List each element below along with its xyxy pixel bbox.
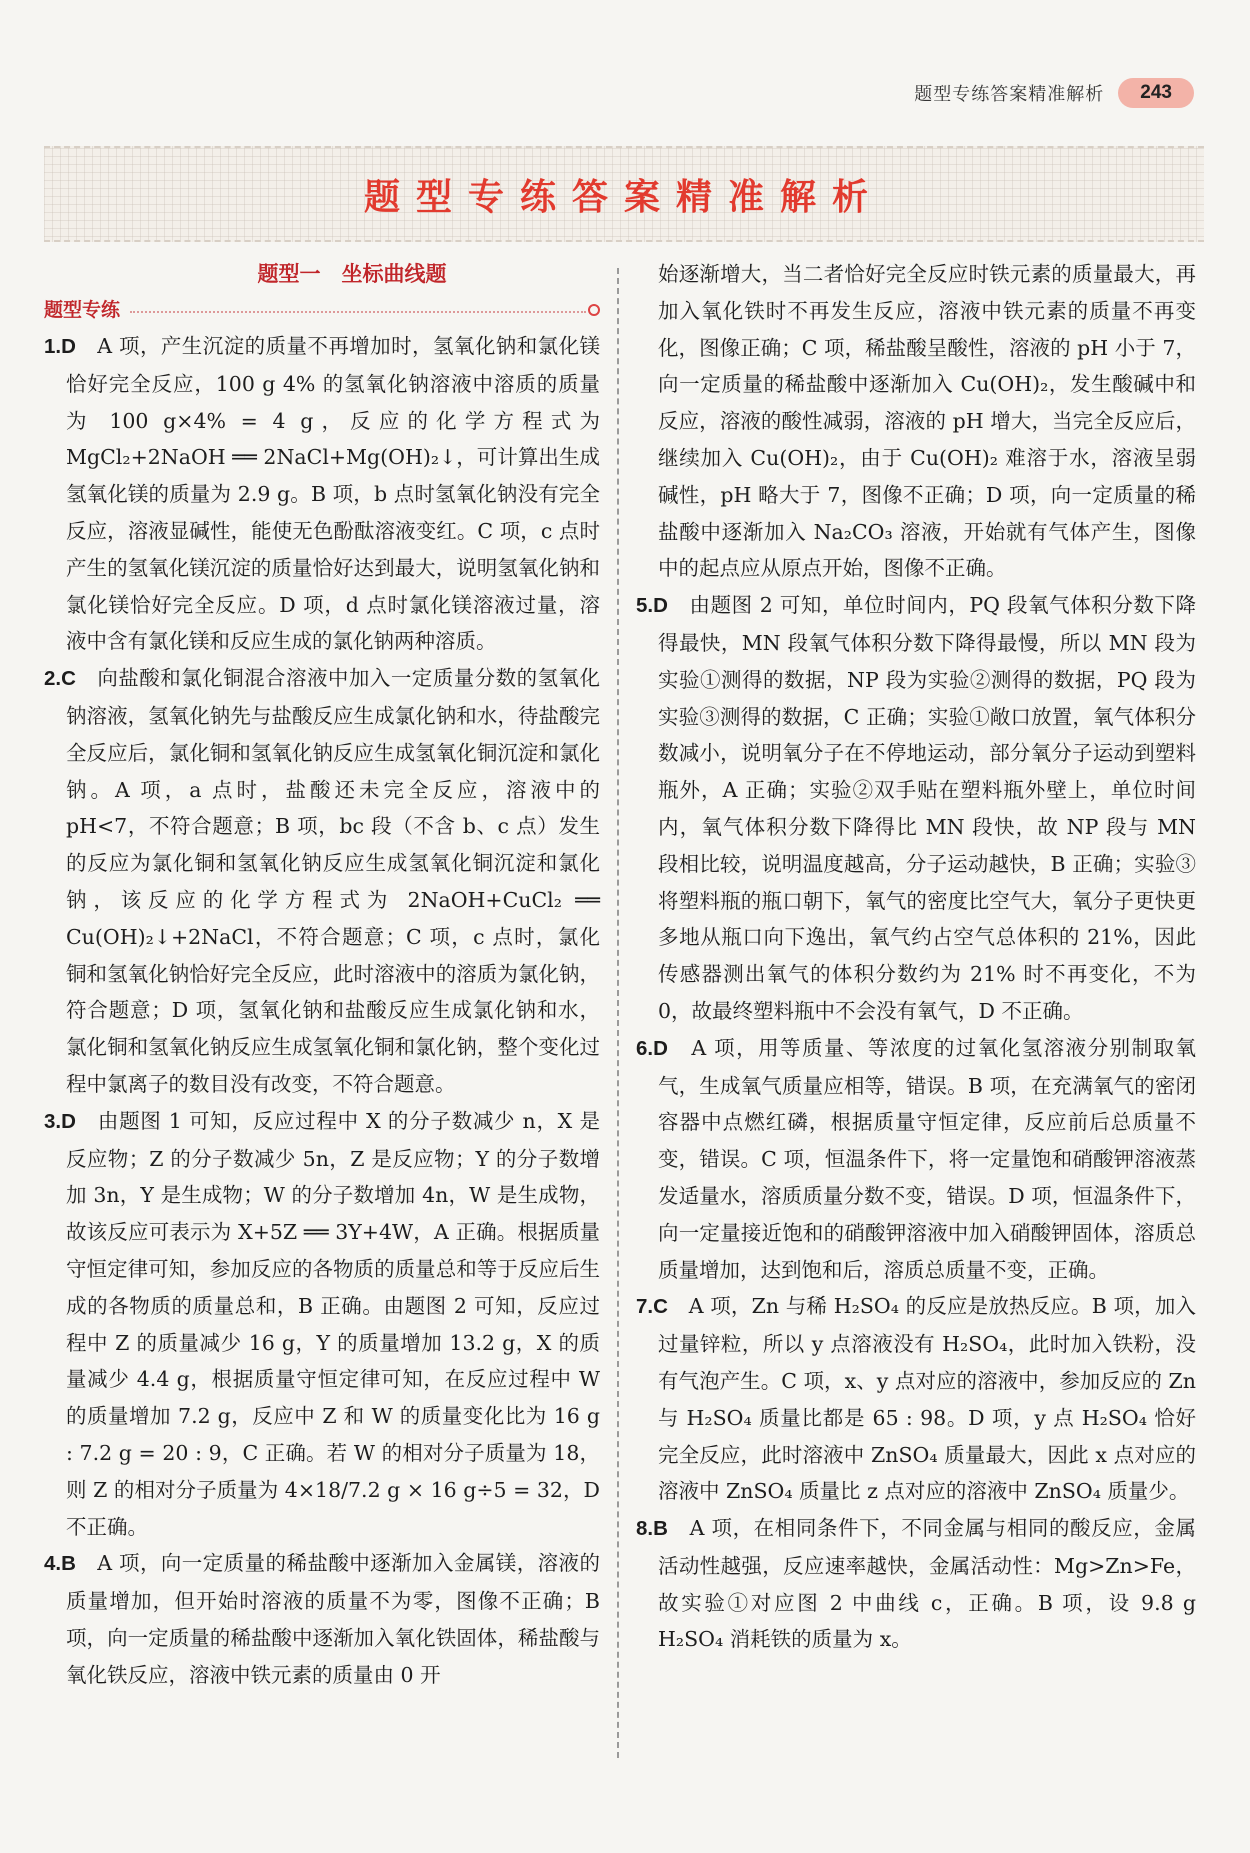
header-section-label: 题型专练答案精准解析	[914, 84, 1105, 105]
answer-number: 2.C	[44, 667, 76, 691]
answer-item	[44, 1103, 600, 1546]
page-header	[914, 78, 1194, 108]
answer-number: 5.D	[636, 594, 668, 618]
answer-text: A 项，Zn 与稀 H₂SO₄ 的反应是放热反应。B 项，加入过量锌粒，所以 y 点溶液没有 H₂SO₄，此时加入铁粉，没有气泡产生。C 项，x、y 点对应的溶液中，参加反应的 Zn 与 H₂SO₄ 质量比都是 65 : 98。D 项，y 点 H₂SO₄ 恰好完全反应，此时溶液中 ZnSO₄ 质量最大，因此 x 点对应的溶液中 ZnSO₄ 质量比 z 点对应的溶液中 ZnSO₄ 质量少。	[658, 1294, 1196, 1504]
answer-text: A 项，在相同条件下，不同金属与相同的酸反应，金属活动性越强，反应速率越快，金属活动性：Mg>Zn>Fe，故实验①对应图 2 中曲线 c，正确。B 项，设 9.8 g H₂SO₄ 消耗铁的质量为 x。	[658, 1516, 1196, 1652]
page-number-badge: 243	[1118, 78, 1194, 108]
answer-number: 3.D	[44, 1109, 76, 1133]
left-column	[44, 256, 600, 1693]
answer-text: A 项，向一定质量的稀盐酸中逐渐加入金属镁，溶液的质量增加，但开始时溶液的质量不为零，图像不正确；B 项，向一定质量的稀盐酸中逐渐加入氧化铁固体，稀盐酸与氧化铁反应，溶液中铁元素的质量由 0 开	[66, 1551, 600, 1687]
answer-item	[44, 1545, 600, 1693]
subsection-heading	[44, 292, 600, 328]
answer-item	[636, 1510, 1196, 1658]
banner-title: 题型专练答案精准解析	[363, 176, 884, 218]
answer-item	[636, 1288, 1196, 1510]
answer-text: A 项，用等质量、等浓度的过氧化氢溶液分别制取氧气，生成氧气质量应相等，错误。B 项，在充满氧气的密闭容器中点燃红磷，根据质量守恒定律，反应前后总质量不变，错误。C 项，恒温条件下，将一定量饱和硝酸钾溶液蒸发适量水，溶质质量分数不变，错误。D 项，恒温条件下，向一定量接近饱和的硝酸钾溶液中加入硝酸钾固体，溶质总质量增加，达到饱和后，溶质总质量不变，正确。	[658, 1035, 1196, 1282]
right-column	[636, 256, 1196, 1658]
answer-number: 7.C	[636, 1295, 668, 1319]
answer-item	[44, 328, 600, 660]
column-divider	[617, 268, 619, 1758]
answer-text: 由题图 2 可知，单位时间内，PQ 段氧气体积分数下降得最快，MN 段氧气体积分数下降得最慢，所以 MN 段为实验①测得的数据，NP 段为实验②测得的数据，PQ 段为实验③测得的数据，C 正确；实验①敞口放置，氧气体积分数减小，说明氧分子在不停地运动，部分氧分子运动到塑料瓶外，A 正确；实验②双手贴在塑料瓶外壁上，单位时间内，氧气体积分数下降得比 MN 段快，故 NP 段与 MN 段相比较，说明温度越高，分子运动越快，B 正确；实验③将塑料瓶的瓶口朝下，氧气的密度比空气大，氧分子更快更多地从瓶口向下逸出，氧气约占空气总体积的 21%，因此传感器测出氧气的体积分数约为 21% 时不再变化，不为 0，故最终塑料瓶中不会没有氧气，D 不正确。	[658, 593, 1196, 1023]
subsection-title: 题型专练	[44, 299, 121, 321]
answer-text: 向盐酸和氯化铜混合溶液中加入一定质量分数的氢氧化钠溶液，氢氧化钠先与盐酸反应生成氯化钠和水，待盐酸完全反应后，氯化铜和氢氧化钠反应生成氢氧化铜沉淀和氯化钠。A 项，a 点时，盐酸还未完全反应，溶液中的 pH<7，不符合题意；B 项，bc 段（不含 b、c 点）发生的反应为氯化铜和氢氧化钠反应生成氢氧化铜沉淀和氯化钠，该反应的化学方程式为 2NaOH+CuCl₂ ══ Cu(OH)₂↓+2NaCl，不符合题意；C 项，c 点时，氯化铜和氢氧化钠恰好完全反应，此时溶液中的溶质为氯化钠，符合题意；D 项，氢氧化钠和盐酸反应生成氯化钠和水，氯化铜和氢氧化钠反应生成氢氧化铜和氯化钠，整个变化过程中氯离子的数目没有改变，不符合题意。	[66, 666, 600, 1096]
answer-text: 由题图 1 可知，反应过程中 X 的分子数减少 n，X 是反应物；Z 的分子数减少 5n，Z 是反应物；Y 的分子数增加 3n，Y 是生成物；W 的分子数增加 4n，W 是生成物，故该反应可表示为 X+5Z ══ 3Y+4W，A 正确。根据质量守恒定律可知，参加反应的各物质的质量总和等于反应后生成的各物质的质量总和，B 正确。由题图 2 可知，反应过程中 Z 的质量减少 16 g，Y 的质量增加 13.2 g，X 的质量减少 4.4 g，根据质量守恒定律可知，在反应过程中 W 的质量增加 7.2 g，反应中 Z 和 W 的质量变化比为 16 g : 7.2 g = 20 : 9，C 正确。若 W 的相对分子质量为 18，则 Z 的相对分子质量为 4×18/7.2 g × 16 g÷5 = 32，D 不正确。	[66, 1108, 600, 1539]
answer-number: 8.B	[636, 1517, 668, 1541]
answer-item	[44, 660, 600, 1103]
answer-item	[636, 1030, 1196, 1289]
answer-item	[636, 587, 1196, 1030]
answer-number: 4.B	[44, 1552, 76, 1576]
title-banner	[44, 146, 1204, 242]
dotted-leader	[130, 311, 586, 313]
answer-continuation: 始逐渐增大，当二者恰好完全反应时铁元素的质量最大，再加入氧化铁时不再发生反应，溶液中铁元素的质量不再变化，图像正确；C 项，稀盐酸呈酸性，溶液的 pH 小于 7，向一定质量的稀盐酸中逐渐加入 Cu(OH)₂，发生酸碱中和反应，溶液的酸性减弱，溶液的 pH 增大，当完全反应后，继续加入 Cu(OH)₂，由于 Cu(OH)₂ 难溶于水，溶液呈弱碱性，pH 略大于 7，图像不正确；D 项，向一定质量的稀盐酸中逐渐加入 Na₂CO₃ 溶液，开始就有气体产生，图像中的起点应从原点开始，图像不正确。	[658, 262, 1196, 581]
leader-end-icon	[588, 304, 600, 316]
answer-number: 1.D	[44, 335, 76, 358]
section-title: 题型一 坐标曲线题	[257, 262, 447, 286]
answer-number: 6.D	[636, 1036, 668, 1060]
answer-text: A 项，产生沉淀的质量不再增加时，氢氧化钠和氯化镁恰好完全反应，100 g 4% 的氢氧化钠溶液中溶质的质量为 100 g×4% = 4 g，反应的化学方程式为 MgCl₂+2NaOH ══ 2NaCl+Mg(OH)₂↓，可计算出生成氢氧化镁的质量为 2.9 g。B 项，b 点时氢氧化钠没有完全反应，溶液显碱性，能使无色酚酞溶液变红。C 项，c 点时产生的氢氧化镁沉淀的质量恰好达到最大，说明氢氧化钠和氯化镁恰好完全反应。D 项，d 点时氯化镁溶液过量，溶液中含有氯化镁和反应生成的氯化钠两种溶质。	[66, 334, 600, 654]
